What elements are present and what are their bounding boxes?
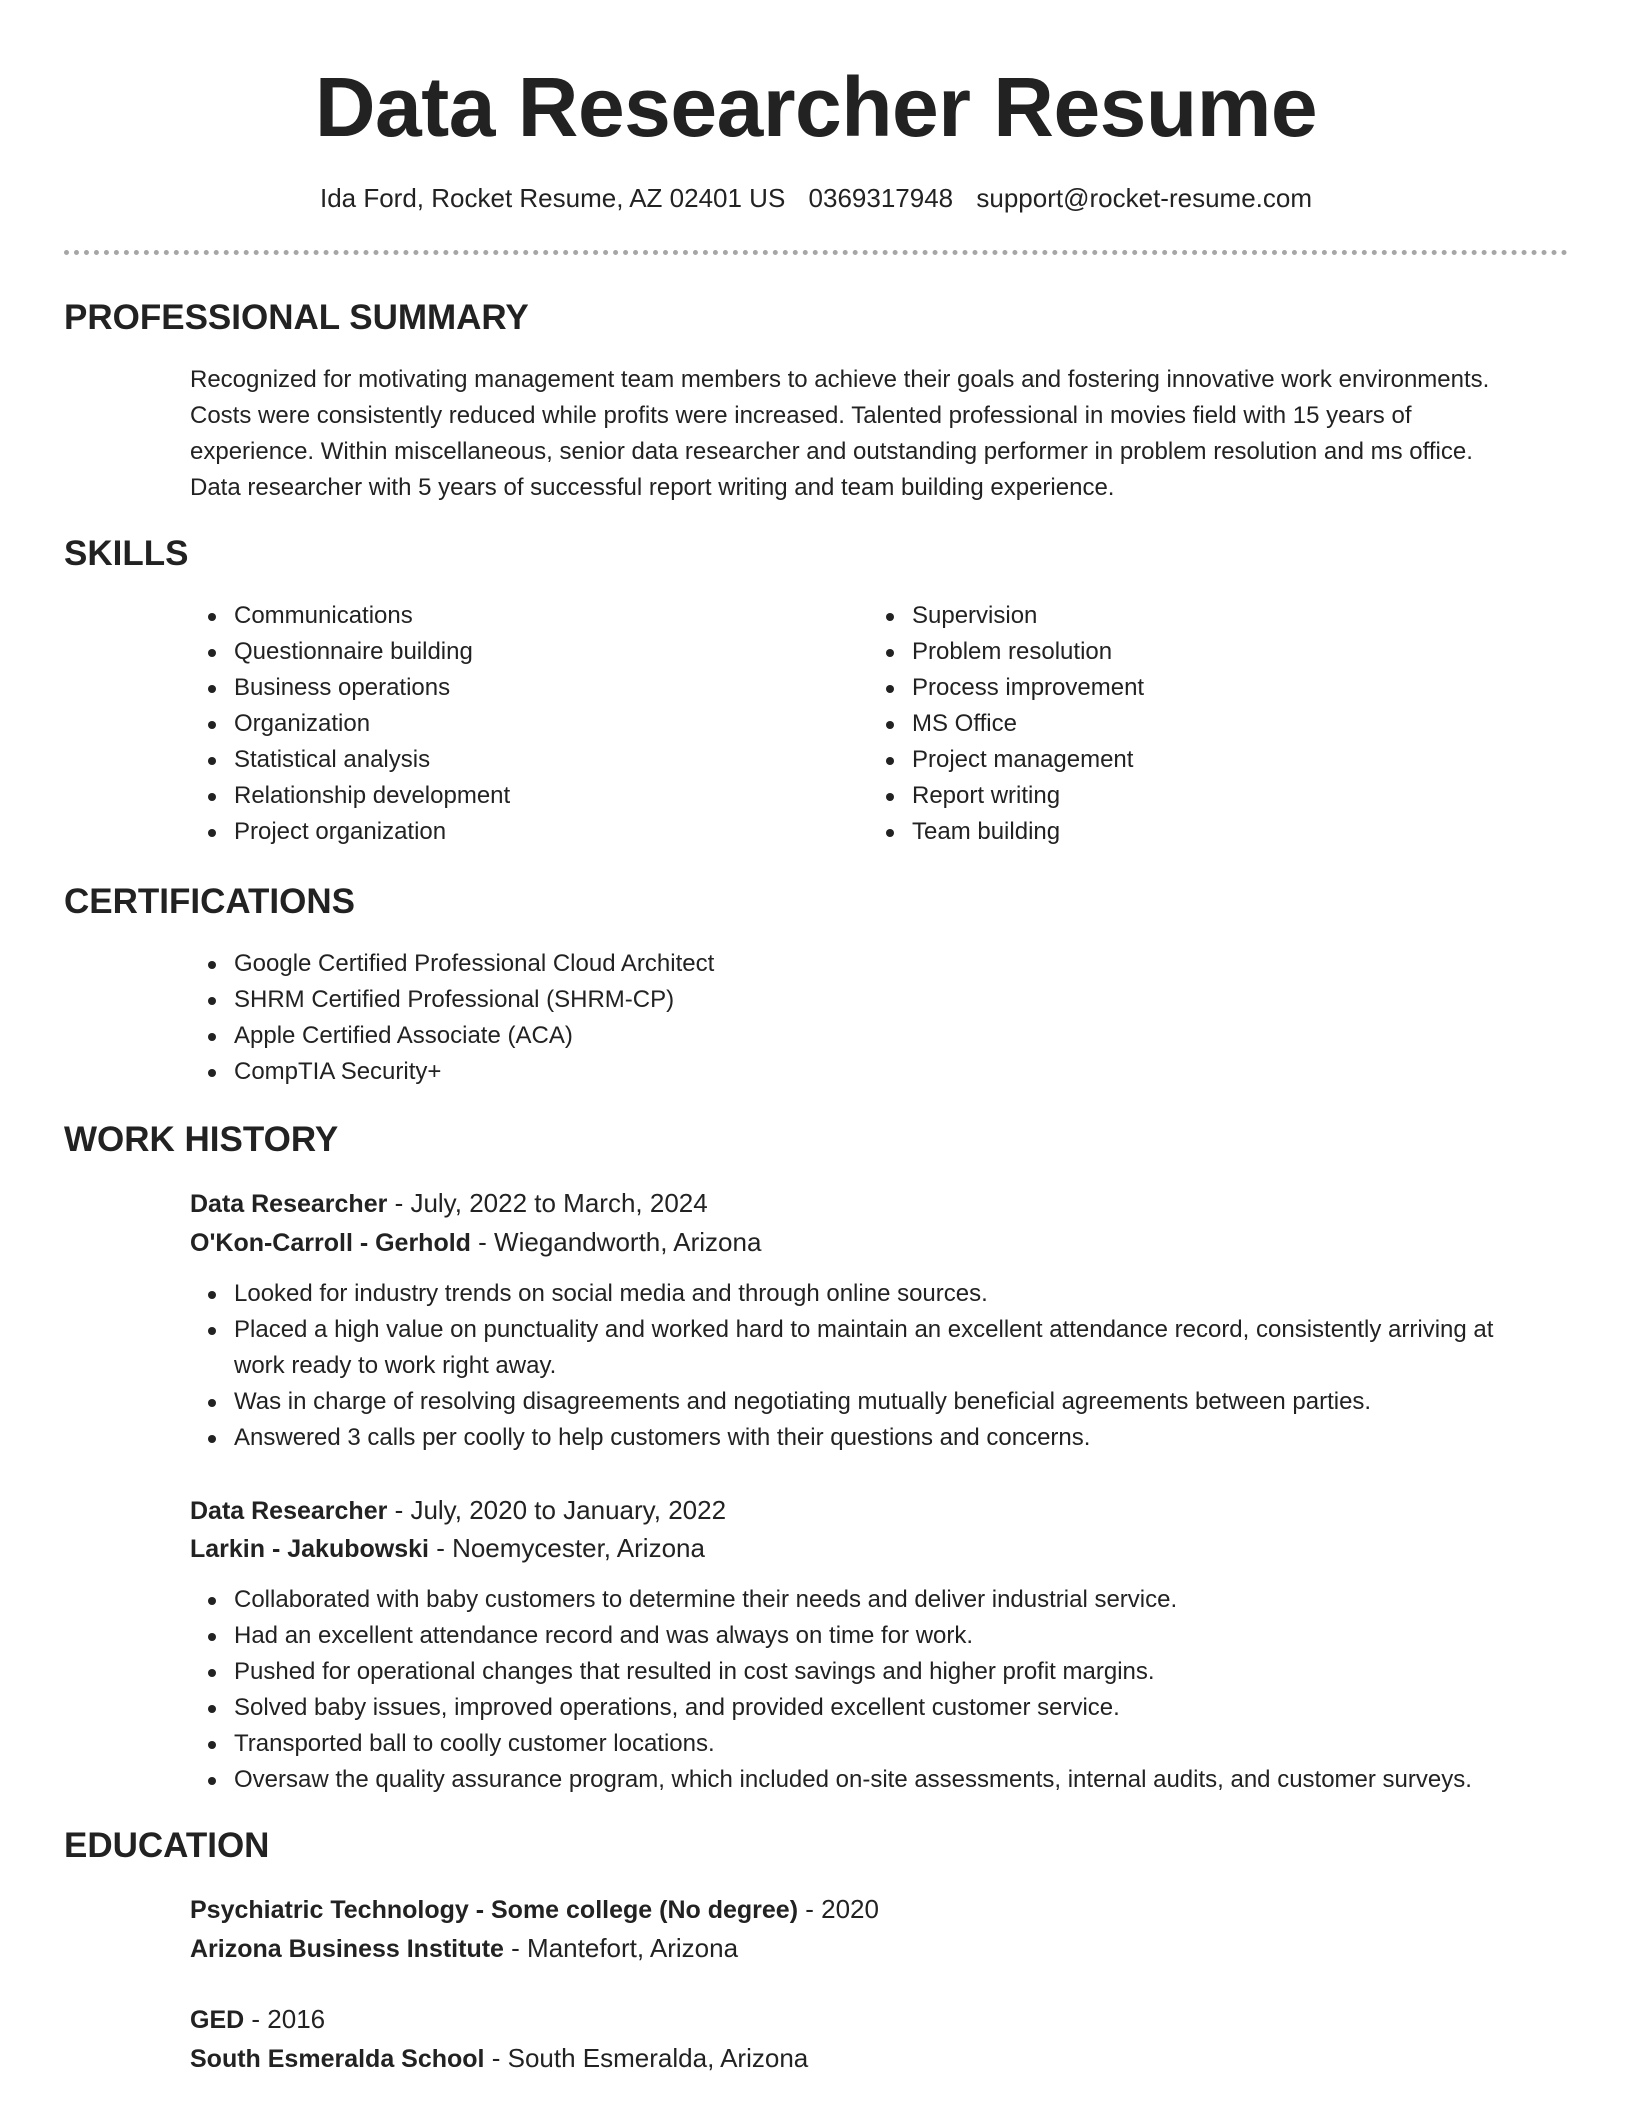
- job-location: - Wiegandworth, Arizona: [470, 1227, 762, 1257]
- job-title: Data Researcher: [190, 1497, 388, 1525]
- summary-line: experience. Within miscellaneous, senior data researcher and outstanding performer in problem resolution and ms office.: [190, 438, 1473, 465]
- skills-list-left: [190, 598, 510, 850]
- contact-line: [0, 180, 1632, 216]
- job-bullet: Looked for industry trends on social media and through online sources.: [190, 1276, 1493, 1312]
- education-location: - Mantefort, Arizona: [503, 1933, 739, 1963]
- job-bullet: Solved baby issues, improved operations, and provided excellent customer service.: [190, 1690, 1472, 1726]
- job-company: Larkin - Jakubowski: [190, 1535, 429, 1563]
- education-location: - South Esmeralda, Arizona: [484, 2043, 809, 2073]
- skill-item: Project management: [868, 742, 1144, 778]
- job-dates: - July, 2022 to March, 2024: [387, 1188, 708, 1218]
- education-degree: GED: [190, 2006, 245, 2034]
- job-bullets: [190, 1276, 1493, 1456]
- certifications-list: [190, 946, 714, 1090]
- skill-item: MS Office: [868, 706, 1144, 742]
- education-year: - 2016: [244, 2004, 326, 2034]
- job-bullet: Transported ball to coolly customer locations.: [190, 1726, 1472, 1762]
- job-location: - Noemycester, Arizona: [428, 1533, 705, 1563]
- job-bullet: Placed a high value on punctuality and worked hard to maintain an excellent attendance record, consistently arriving at: [190, 1312, 1493, 1348]
- skill-item: Communications: [190, 598, 510, 634]
- skill-item: Report writing: [868, 778, 1144, 814]
- certification-item: SHRM Certified Professional (SHRM-CP): [190, 982, 714, 1018]
- section-heading-skills: SKILLS: [64, 534, 189, 573]
- education-degree: Psychiatric Technology - Some college (No degree): [190, 1896, 799, 1924]
- job-bullet: Collaborated with baby customers to determine their needs and deliver industrial service.: [190, 1582, 1472, 1618]
- job-bullets: [190, 1582, 1472, 1798]
- job-company-line: [190, 1529, 705, 1568]
- education-school: South Esmeralda School: [190, 2045, 485, 2073]
- contact-email: support@rocket-resume.com: [976, 183, 1313, 213]
- job-bullet: Was in charge of resolving disagreements and negotiating mutually beneficial agreements between parties.: [190, 1384, 1493, 1420]
- skill-item: Organization: [190, 706, 510, 742]
- education-school-line: [190, 1929, 738, 1968]
- certification-item: Google Certified Professional Cloud Architect: [190, 946, 714, 982]
- summary-line: Data researcher with 5 years of successful report writing and team building experience.: [190, 474, 1115, 501]
- education-school-line: [190, 2039, 808, 2078]
- section-heading-work-history: WORK HISTORY: [64, 1120, 339, 1159]
- skill-item: Supervision: [868, 598, 1144, 634]
- contact-address: Ida Ford, Rocket Resume, AZ 02401 US: [319, 183, 786, 213]
- job-company: O'Kon-Carroll - Gerhold: [190, 1229, 471, 1257]
- education-degree-line: [190, 1890, 879, 1929]
- header-divider: [64, 250, 1568, 255]
- job-dates: - July, 2020 to January, 2022: [387, 1495, 727, 1525]
- job-title-line: [190, 1491, 726, 1530]
- job-bullet: Pushed for operational changes that resulted in cost savings and higher profit margins.: [190, 1654, 1472, 1690]
- resume-title: Data Researcher Resume: [314, 60, 1318, 154]
- job-bullet: Answered 3 calls per coolly to help customers with their questions and concerns.: [190, 1420, 1493, 1456]
- section-heading-certifications: CERTIFICATIONS: [64, 882, 356, 921]
- job-company-line: [190, 1223, 761, 1262]
- job-bullet-continuation: work ready to work right away.: [234, 1352, 557, 1379]
- section-heading-summary: PROFESSIONAL SUMMARY: [64, 298, 529, 337]
- job-title: Data Researcher: [190, 1190, 388, 1218]
- education-school: Arizona Business Institute: [190, 1935, 504, 1963]
- skill-item: Relationship development: [190, 778, 510, 814]
- section-heading-education: EDUCATION: [64, 1826, 270, 1865]
- job-title-line: [190, 1184, 708, 1223]
- education-year: - 2020: [798, 1894, 879, 1924]
- job-bullet: Oversaw the quality assurance program, which included on-site assessments, internal audits, and customer surveys.: [190, 1762, 1472, 1798]
- skill-item: Questionnaire building: [190, 634, 510, 670]
- summary-line: Costs were consistently reduced while profits were increased. Talented professional in movies field with 15 years of: [190, 402, 1412, 429]
- certification-item: CompTIA Security+: [190, 1054, 714, 1090]
- education-degree-line: [190, 2000, 325, 2039]
- skill-item: Team building: [868, 814, 1144, 850]
- job-bullet: Had an excellent attendance record and was always on time for work.: [190, 1618, 1472, 1654]
- skills-list-right: [868, 598, 1144, 850]
- summary-line: Recognized for motivating management team members to achieve their goals and fostering innovative work environments.: [190, 366, 1490, 393]
- skill-item: Statistical analysis: [190, 742, 510, 778]
- skill-item: Problem resolution: [868, 634, 1144, 670]
- summary-text: [190, 362, 1570, 506]
- skill-item: Process improvement: [868, 670, 1144, 706]
- skill-item: Business operations: [190, 670, 510, 706]
- certification-item: Apple Certified Associate (ACA): [190, 1018, 714, 1054]
- skill-item: Project organization: [190, 814, 510, 850]
- contact-phone: 0369317948: [808, 183, 954, 213]
